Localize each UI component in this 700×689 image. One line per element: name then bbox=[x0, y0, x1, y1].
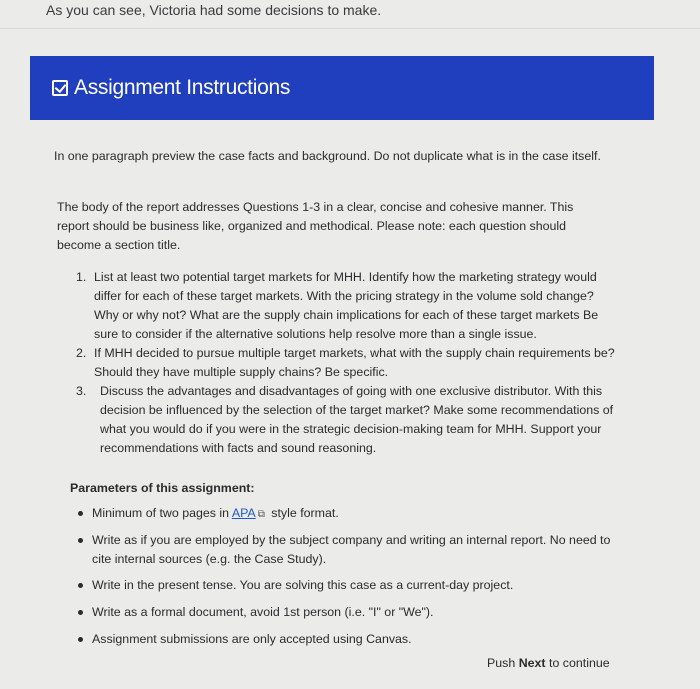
parameters-title: Parameters of this assignment: bbox=[70, 481, 255, 495]
apa-link[interactable]: APA bbox=[231, 506, 256, 520]
questions-list bbox=[72, 268, 620, 458]
continue-hint: Push Next to continue bbox=[487, 656, 610, 670]
paragraph-body: The body of the report addresses Questions 1-3 in a clear, concise and cohesive manner. This report should be business like, organized and methodical. Please note: each question should become a section title. bbox=[57, 200, 574, 252]
next-label: Next bbox=[518, 656, 546, 670]
list-item: Write as if you are employed by the subject company and writing an internal report. No need to cite internal sources (e.g. the Case Study). bbox=[74, 531, 622, 569]
list-item: Minimum of two pages in APA ⧉ style format. bbox=[74, 504, 622, 524]
list-item: 2. If MHH decided to pursue multiple target markets, what with the supply chain requirements be? Should they have multiple supply chains? Be specific. bbox=[76, 346, 615, 379]
checkbox-checked-icon bbox=[52, 80, 68, 96]
external-link-icon: ⧉ bbox=[257, 509, 265, 520]
list-item: Assignment submissions are only accepted using Canvas. bbox=[74, 630, 622, 649]
list-item: 1. List at least two potential target markets for MHH. Identify how the marketing strategy would differ for each of these target markets. With the pricing strategy in the volume sold change? Why or why not? What are the supply chain implications for each of these target markets Be sure to consider if the alternative solutions help resolve more than a single issue. bbox=[76, 270, 599, 341]
intro-text: As you can see, Victoria had some decisions to make. bbox=[46, 2, 382, 18]
paragraph-preview: In one paragraph preview the case facts and background. Do not duplicate what is in the case itself. bbox=[54, 149, 601, 163]
divider bbox=[0, 28, 700, 29]
banner-title: Assignment Instructions bbox=[74, 76, 291, 99]
list-item: Write as a formal document, avoid 1st person (i.e. "I" or "We"). bbox=[74, 603, 622, 622]
parameters-list bbox=[74, 504, 622, 649]
assignment-banner bbox=[30, 56, 654, 120]
list-item: 3. Discuss the advantages and disadvantages of going with one exclusive distributor. With this decision be influenced by the selection of the target market? Make some recommendations of what you would do if you were in the strategic decision-making team for MHH. Support your recommendations with facts and sound reasoning. bbox=[76, 384, 614, 455]
list-item: Write in the present tense. You are solving this case as a current-day project. bbox=[74, 576, 622, 595]
